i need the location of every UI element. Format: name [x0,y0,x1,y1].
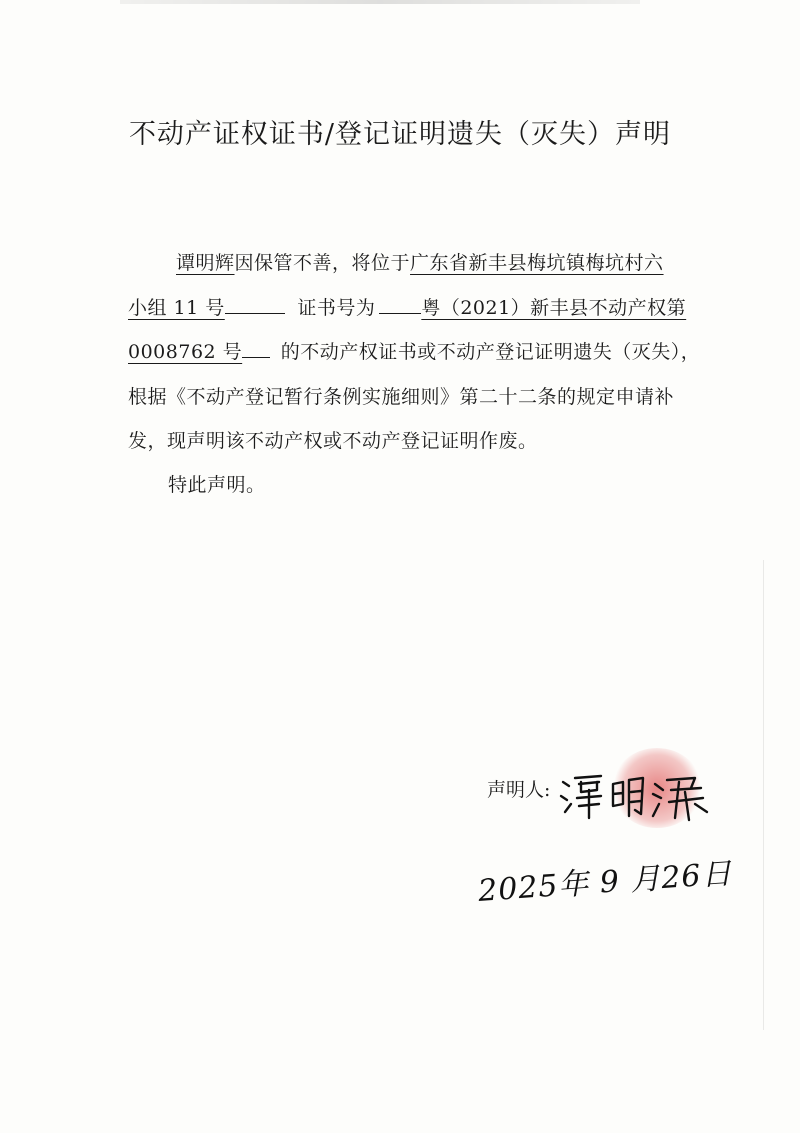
property-address-part-1: 广东省新丰县梅坑镇梅坑村六 [410,252,664,274]
document-title: 不动产证权证书/登记证明遗失（灭失）声明 [128,119,672,150]
underline-blank [379,295,421,314]
body-text: 因保管不善，将位于 [234,252,411,274]
property-address-part-2: 小组 11 号 [128,297,225,319]
certificate-number-part-2: 0008762 号 [128,341,243,363]
scan-edge-shadow [120,0,640,4]
handwritten-signature [555,760,715,830]
declarant-label: 声明人: [487,779,551,801]
body-text: 的不动产权证书或不动产登记证明遗失（灭失）， [280,341,701,363]
underline-blank [242,339,270,358]
declarant-name: 谭明辉 [176,252,235,274]
body-line-3 [128,337,700,364]
underline-blank [225,295,285,314]
handwritten-date: 2025年 9 月26日 [477,856,734,909]
certificate-number-part-1: 粤（2021）新丰县不动产权第 [421,297,687,319]
body-line-5: 发，现声明该不动产权或不动产登记证明作废。 [128,430,538,452]
body-line-4: 根据《不动产登记暂行条例实施细则》第二十二条的规定申请补 [128,386,675,408]
paper-fold-line [763,560,764,1030]
body-line-2 [128,293,686,320]
closing-statement: 特此声明。 [168,474,266,496]
body-line-1 [176,248,664,275]
body-text: 证书号为 [297,297,376,319]
